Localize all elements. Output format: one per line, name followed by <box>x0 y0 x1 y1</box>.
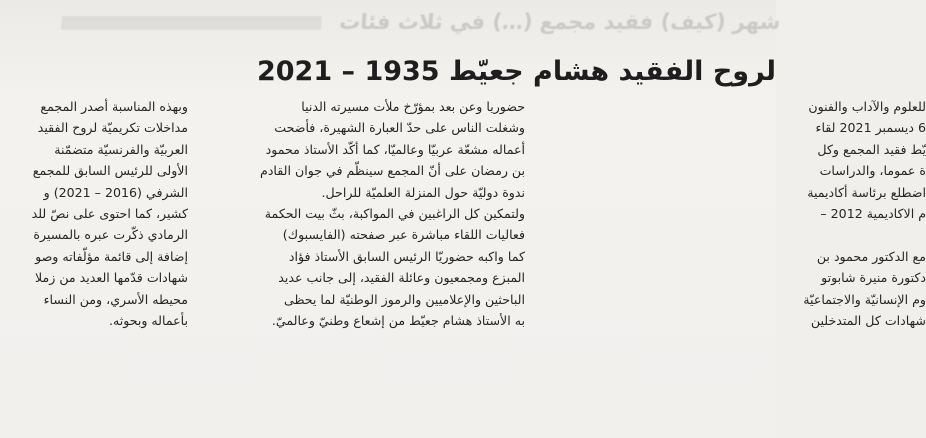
column-line: بن رمضان على أنّ المجمع سينظّم في جوان القادم <box>260 163 525 179</box>
column-line: الرمادي ذكّرت عبره بالمسيرة <box>33 227 188 243</box>
column-line: حضوريا وعن بعد بمؤرّخ ملأت مسيرته الدنيا <box>301 99 525 114</box>
column-line: ة عموما، والدراسات <box>819 163 926 179</box>
column-line: وشغلت الناس على حدّ العبارة الشهيرة، فأضحت <box>274 120 525 136</box>
article-column-left <box>0 96 188 431</box>
article-headline: لروح الفقيد هشام جعيّط 1935 – 2021 <box>256 56 776 87</box>
column-line: وم الإنسانيّة والاجتماعيّة <box>803 291 926 307</box>
column-line: المبزع ومجمعيون وعائلة الفقيد، إلى جانب عديد <box>278 270 525 286</box>
column-line: بأعماله وبحوثه. <box>108 313 188 329</box>
column-line: يّط فقيد المجمع وكل <box>817 141 926 157</box>
faded-headline-bleed <box>61 16 322 30</box>
column-line: الأولى للرئيس السابق للمجمع <box>32 163 188 179</box>
column-line: مداخلات تكريميّة لروح الفقيد <box>37 120 188 136</box>
column-line: كشير، كما احتوى على نصّ للد <box>31 206 188 222</box>
column-line: دكتورة منيرة شابوتو <box>821 270 926 286</box>
column-line: محيطه الأسري، ومن النساء <box>43 291 188 307</box>
column-spacer <box>640 224 926 245</box>
article-column-middle <box>230 96 525 431</box>
column-line: 6 ديسمبر 2021 لقاء <box>815 120 926 136</box>
column-line: إضافة إلى قائمة مؤلّفاته وصو <box>35 248 188 264</box>
column-line: اضطلع برئاسة أكاديمية <box>807 184 926 200</box>
column-line: العربيّة والفرنسيّة متضمّنة <box>54 141 188 157</box>
column-line: ندوة دوليّة حول المنزلة العلميّة للراحل. <box>321 184 525 200</box>
column-line: م الاكاديمية 2012 – <box>820 206 926 222</box>
column-line: شهادات كل المتدخلين <box>810 313 926 329</box>
faded-headline-text: شهر (كيف) فقيد مجمع (…) في ثلاث فئات <box>338 10 782 34</box>
column-line: للعلوم والآداب والفنون <box>808 99 926 114</box>
column-line: الباحثين والإعلاميين والرموز الوطنيّة لما يحظى <box>283 291 525 307</box>
column-line: ولتمكين كل الراغبين في المواكبة، بثّ بيت الحكمة <box>264 206 525 222</box>
column-line: أعماله مشعّة عربيّا وعالميّا، كما أكّد الأستاذ محمود <box>265 141 525 157</box>
faded-previous-headline <box>79 10 782 50</box>
column-line: شهادات قدّمها العديد من زملا <box>34 270 188 286</box>
column-line: به الأستاذ هشام جعيّط من إشعاع وطنيّ وعالميّ. <box>271 313 525 329</box>
column-line: مع الدكتور محمود بن <box>816 248 926 264</box>
column-line: الشرفي (2016 – 2021) و <box>43 184 188 200</box>
column-line: فعاليات اللقاء مباشرة عبر صفحته (الفايسبوك) <box>282 227 525 243</box>
column-line: وبهذه المناسبة أصدر المجمع <box>40 99 188 114</box>
article-column-right <box>640 96 926 431</box>
column-line: كما واكبه حضوريّا الرئيس السابق الأستاذ فؤاد <box>288 248 525 264</box>
